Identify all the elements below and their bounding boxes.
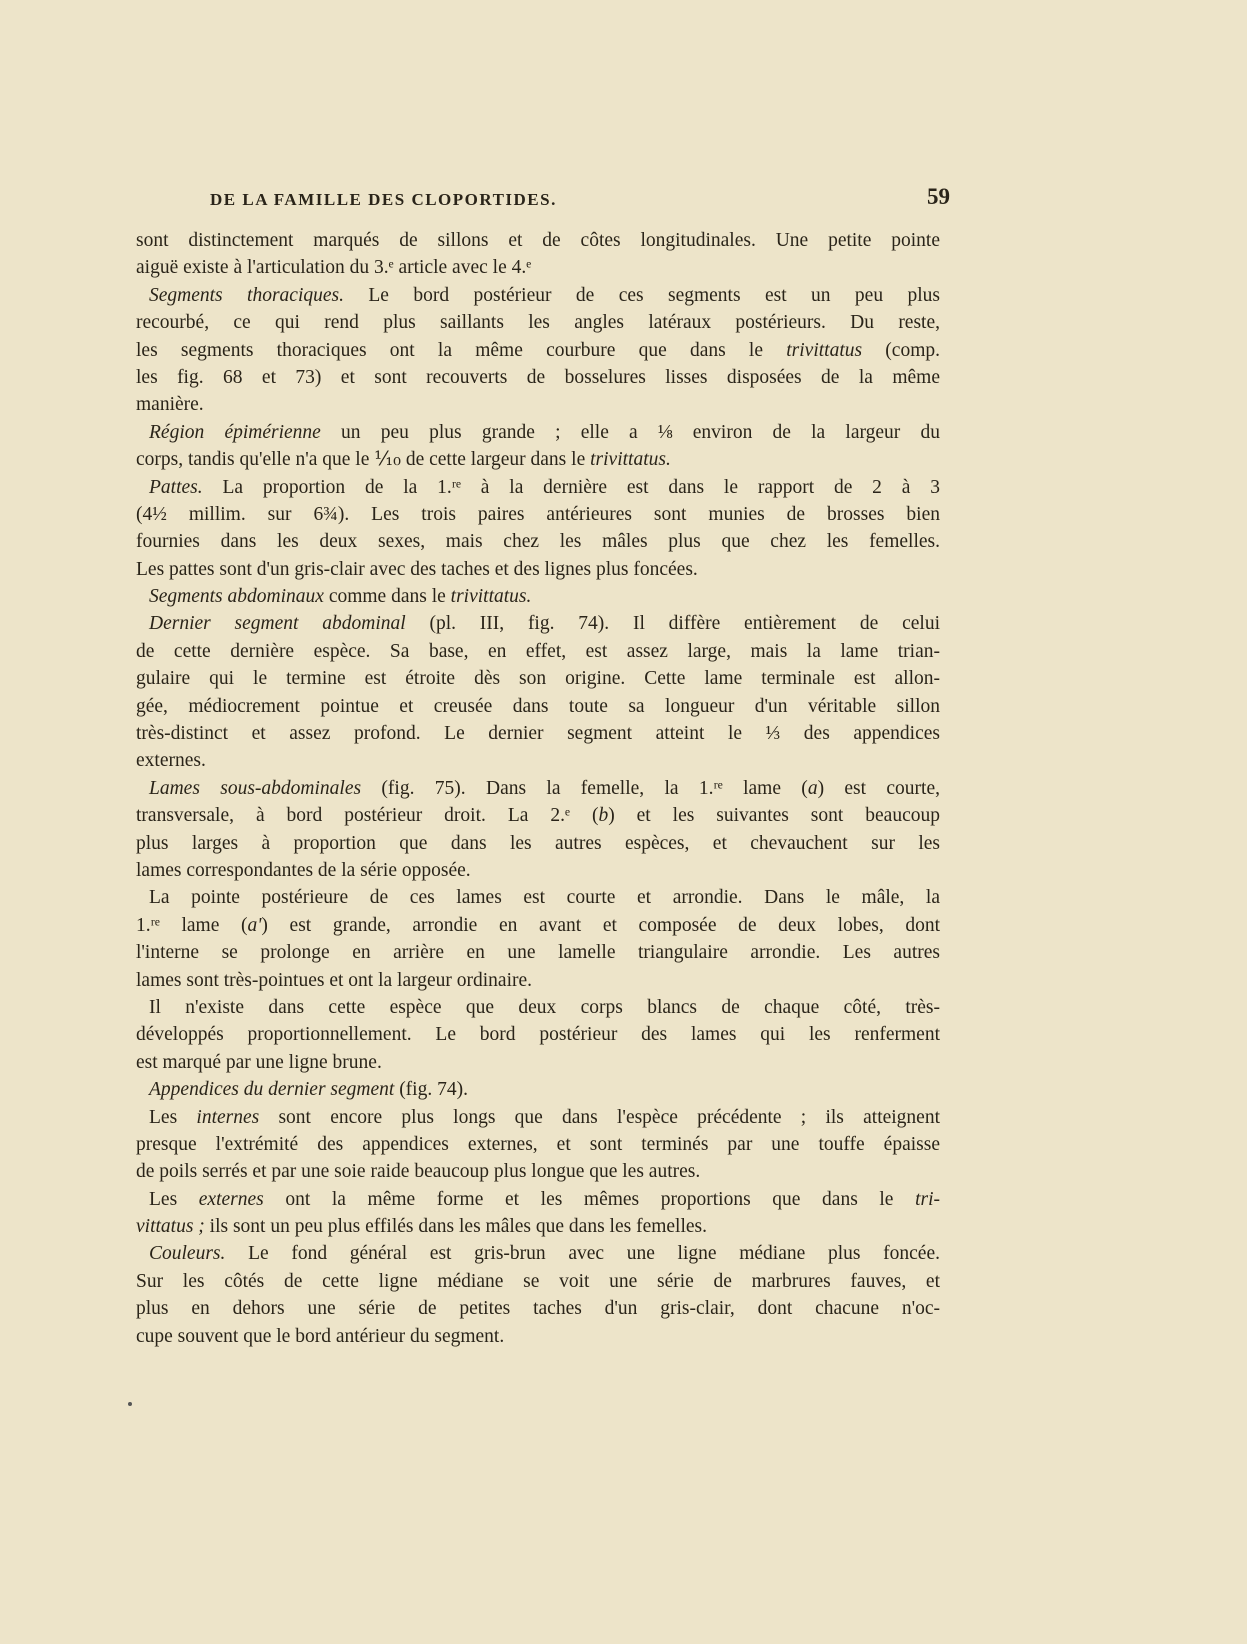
text-line <box>136 857 940 884</box>
italic-text: vittatus ; <box>136 1216 205 1238</box>
text-line <box>136 1323 940 1350</box>
italic-text: Appendices du dernier segment <box>149 1079 395 1101</box>
text-segment: de poils serrés et par une soie raide beaucoup plus longue que les autres. <box>136 1161 701 1183</box>
page-number: 59 <box>927 184 950 209</box>
text-line <box>136 254 940 281</box>
text-segment: presque l'extrémité des appendices externes, et sont terminés par une touffe épaisse <box>136 1133 940 1155</box>
italic-text: Lames sous-abdominales <box>149 777 362 799</box>
text-segment: l'interne se prolonge en arrière en une lamelle triangulaire arrondie. Les autres <box>136 942 940 964</box>
text-segment: La pointe postérieure de ces lames est courte et arrondie. Dans le mâle, la <box>149 887 940 909</box>
text-segment: (4½ millim. sur 6¾). Les trois paires antérieures sont munies de brosses bien <box>136 503 940 525</box>
text-line <box>136 1295 940 1322</box>
ink-speck <box>128 1402 132 1406</box>
text-line <box>136 1021 940 1048</box>
italic-text: trivittatus <box>786 339 863 361</box>
text-segment: recourbé, ce qui rend plus saillants les angles latéraux postérieurs. Du reste, <box>136 312 940 334</box>
text-segment: (fig. 74). <box>394 1079 468 1101</box>
text-segment: de cette dernière espèce. Sa base, en effet, est assez large, mais la lame trian- <box>136 640 940 662</box>
text-line <box>136 364 940 391</box>
italic-text: Couleurs. <box>149 1243 226 1265</box>
text-segment: les fig. 68 et 73) et sont recouverts de bosselures lisses disposées de la même <box>136 366 940 388</box>
body-text <box>136 227 940 1350</box>
text-segment: Le fond général est gris-brun avec une ligne médiane plus foncée. <box>225 1243 940 1265</box>
text-line <box>136 227 940 254</box>
italic-text: trivittatus. <box>450 586 532 608</box>
text-line <box>136 775 940 802</box>
text-segment: gulaire qui le termine est étroite dès son origine. Cette lame terminale est allon- <box>136 668 940 690</box>
text-line <box>136 391 940 418</box>
text-segment: (pl. III, fig. 74). Il diffère entièrement de celui <box>405 613 940 635</box>
text-segment: La proportion de la 1.ʳᵉ à la dernière est dans le rapport de 2 à 3 <box>202 476 940 498</box>
text-line <box>136 884 940 911</box>
text-line <box>136 802 940 829</box>
italic-text: a' <box>247 914 262 936</box>
text-line <box>136 912 940 939</box>
text-line <box>136 665 940 692</box>
text-segment: Les pattes sont d'un gris-clair avec des taches et des lignes plus foncées. <box>136 558 698 580</box>
text-segment: ont la même forme et les mêmes proportions que dans le <box>263 1188 916 1210</box>
text-segment: (comp. <box>862 339 940 361</box>
text-segment: lames sont très-pointues et ont la largeur ordinaire. <box>136 969 533 991</box>
text-segment: manière. <box>136 394 204 416</box>
text-line <box>136 282 940 309</box>
text-line <box>136 556 940 583</box>
text-segment: corps, tandis qu'elle n'a que le ⅒ de cette largeur dans le <box>136 449 591 471</box>
text-segment: fournies dans les deux sexes, mais chez les mâles plus que chez les femelles. <box>136 531 940 553</box>
running-title: DE LA FAMILLE DES CLOPORTIDES. <box>210 190 557 209</box>
text-segment: les segments thoraciques ont la même courbure que dans le <box>136 339 787 361</box>
text-line <box>136 693 940 720</box>
text-segment: plus larges à proportion que dans les autres espèces, et chevauchent sur les <box>136 832 940 854</box>
text-line <box>136 1104 940 1131</box>
text-segment: aiguë existe à l'articulation du 3.ᵉ article avec le 4.ᵉ <box>136 257 532 279</box>
text-line <box>136 747 940 774</box>
text-line <box>136 720 940 747</box>
italic-text: a <box>807 777 818 799</box>
text-line <box>136 1186 940 1213</box>
text-segment: comme dans le <box>323 586 451 608</box>
text-line <box>136 967 940 994</box>
text-line <box>136 309 940 336</box>
text-segment: est marqué par une ligne brune. <box>136 1051 382 1073</box>
text-line <box>136 446 940 473</box>
text-segment: gée, médiocrement pointue et creusée dans toute sa longueur d'un véritable sillon <box>136 695 940 717</box>
italic-text: Dernier segment abdominal <box>149 613 406 635</box>
text-segment: lames correspondantes de la série opposée. <box>136 859 471 881</box>
text-segment: un peu plus grande ; elle a ⅛ environ de la largeur du <box>320 421 940 443</box>
text-segment: Les <box>149 1106 197 1128</box>
text-line <box>136 1158 940 1185</box>
text-segment: ) et les suivantes sont beaucoup <box>608 805 940 827</box>
text-segment: cupe souvent que le bord antérieur du segment. <box>136 1325 505 1347</box>
italic-text: externes <box>198 1188 264 1210</box>
text-segment: Le bord postérieur de ces segments est un peu plus <box>344 284 940 306</box>
text-line <box>136 1076 940 1103</box>
italic-text: Pattes. <box>149 476 203 498</box>
text-segment: sont distinctement marqués de sillons et de côtes longitudinales. Une petite pointe <box>136 230 940 251</box>
text-segment: Les <box>149 1188 199 1210</box>
italic-text: tri- <box>915 1188 940 1210</box>
text-line <box>136 1131 940 1158</box>
italic-text: trivittatus. <box>590 449 671 471</box>
text-line <box>136 501 940 528</box>
text-line <box>136 610 940 637</box>
text-line <box>136 419 940 446</box>
text-line <box>136 1049 940 1076</box>
italic-text: Segments abdominaux <box>149 586 324 608</box>
text-segment: Sur les côtés de cette ligne médiane se voit une série de marbrures fauves, et <box>136 1270 940 1292</box>
text-line <box>136 638 940 665</box>
text-segment: développés proportionnellement. Le bord postérieur des lames qui les renferment <box>136 1024 940 1046</box>
text-line <box>136 528 940 555</box>
text-line <box>136 1213 940 1240</box>
text-segment: très-distinct et assez profond. Le dernier segment atteint le ⅓ des appendices <box>136 723 940 745</box>
text-line <box>136 474 940 501</box>
italic-text: internes <box>196 1106 260 1128</box>
text-segment: ils sont un peu plus effilés dans les mâles que dans les femelles. <box>204 1216 708 1238</box>
text-segment: transversale, à bord postérieur droit. La 2.ᵉ ( <box>136 805 599 827</box>
text-line <box>136 994 940 1021</box>
text-line <box>136 583 940 610</box>
italic-text: b <box>598 805 609 827</box>
text-segment: 1.ʳᵉ lame ( <box>136 914 248 936</box>
text-line <box>136 830 940 857</box>
text-line <box>136 1268 940 1295</box>
page-header <box>210 184 950 214</box>
text-segment: (fig. 75). Dans la femelle, la 1.ʳᵉ lame ( <box>361 777 808 799</box>
text-line <box>136 1240 940 1267</box>
italic-text: Segments thoraciques. <box>149 284 344 306</box>
text-segment: ) est grande, arrondie en avant et composée de deux lobes, dont <box>261 914 940 936</box>
text-segment: externes. <box>136 750 206 772</box>
text-segment: Il n'existe dans cette espèce que deux corps blancs de chaque côté, très- <box>149 996 940 1018</box>
text-line <box>136 939 940 966</box>
text-line <box>136 337 940 364</box>
text-segment: sont encore plus longs que dans l'espèce précédente ; ils atteignent <box>259 1106 940 1128</box>
italic-text: Région épimérienne <box>149 421 321 443</box>
text-segment: plus en dehors une série de petites taches d'un gris-clair, dont chacune n'oc- <box>136 1298 940 1320</box>
text-segment: ) est courte, <box>817 777 940 799</box>
